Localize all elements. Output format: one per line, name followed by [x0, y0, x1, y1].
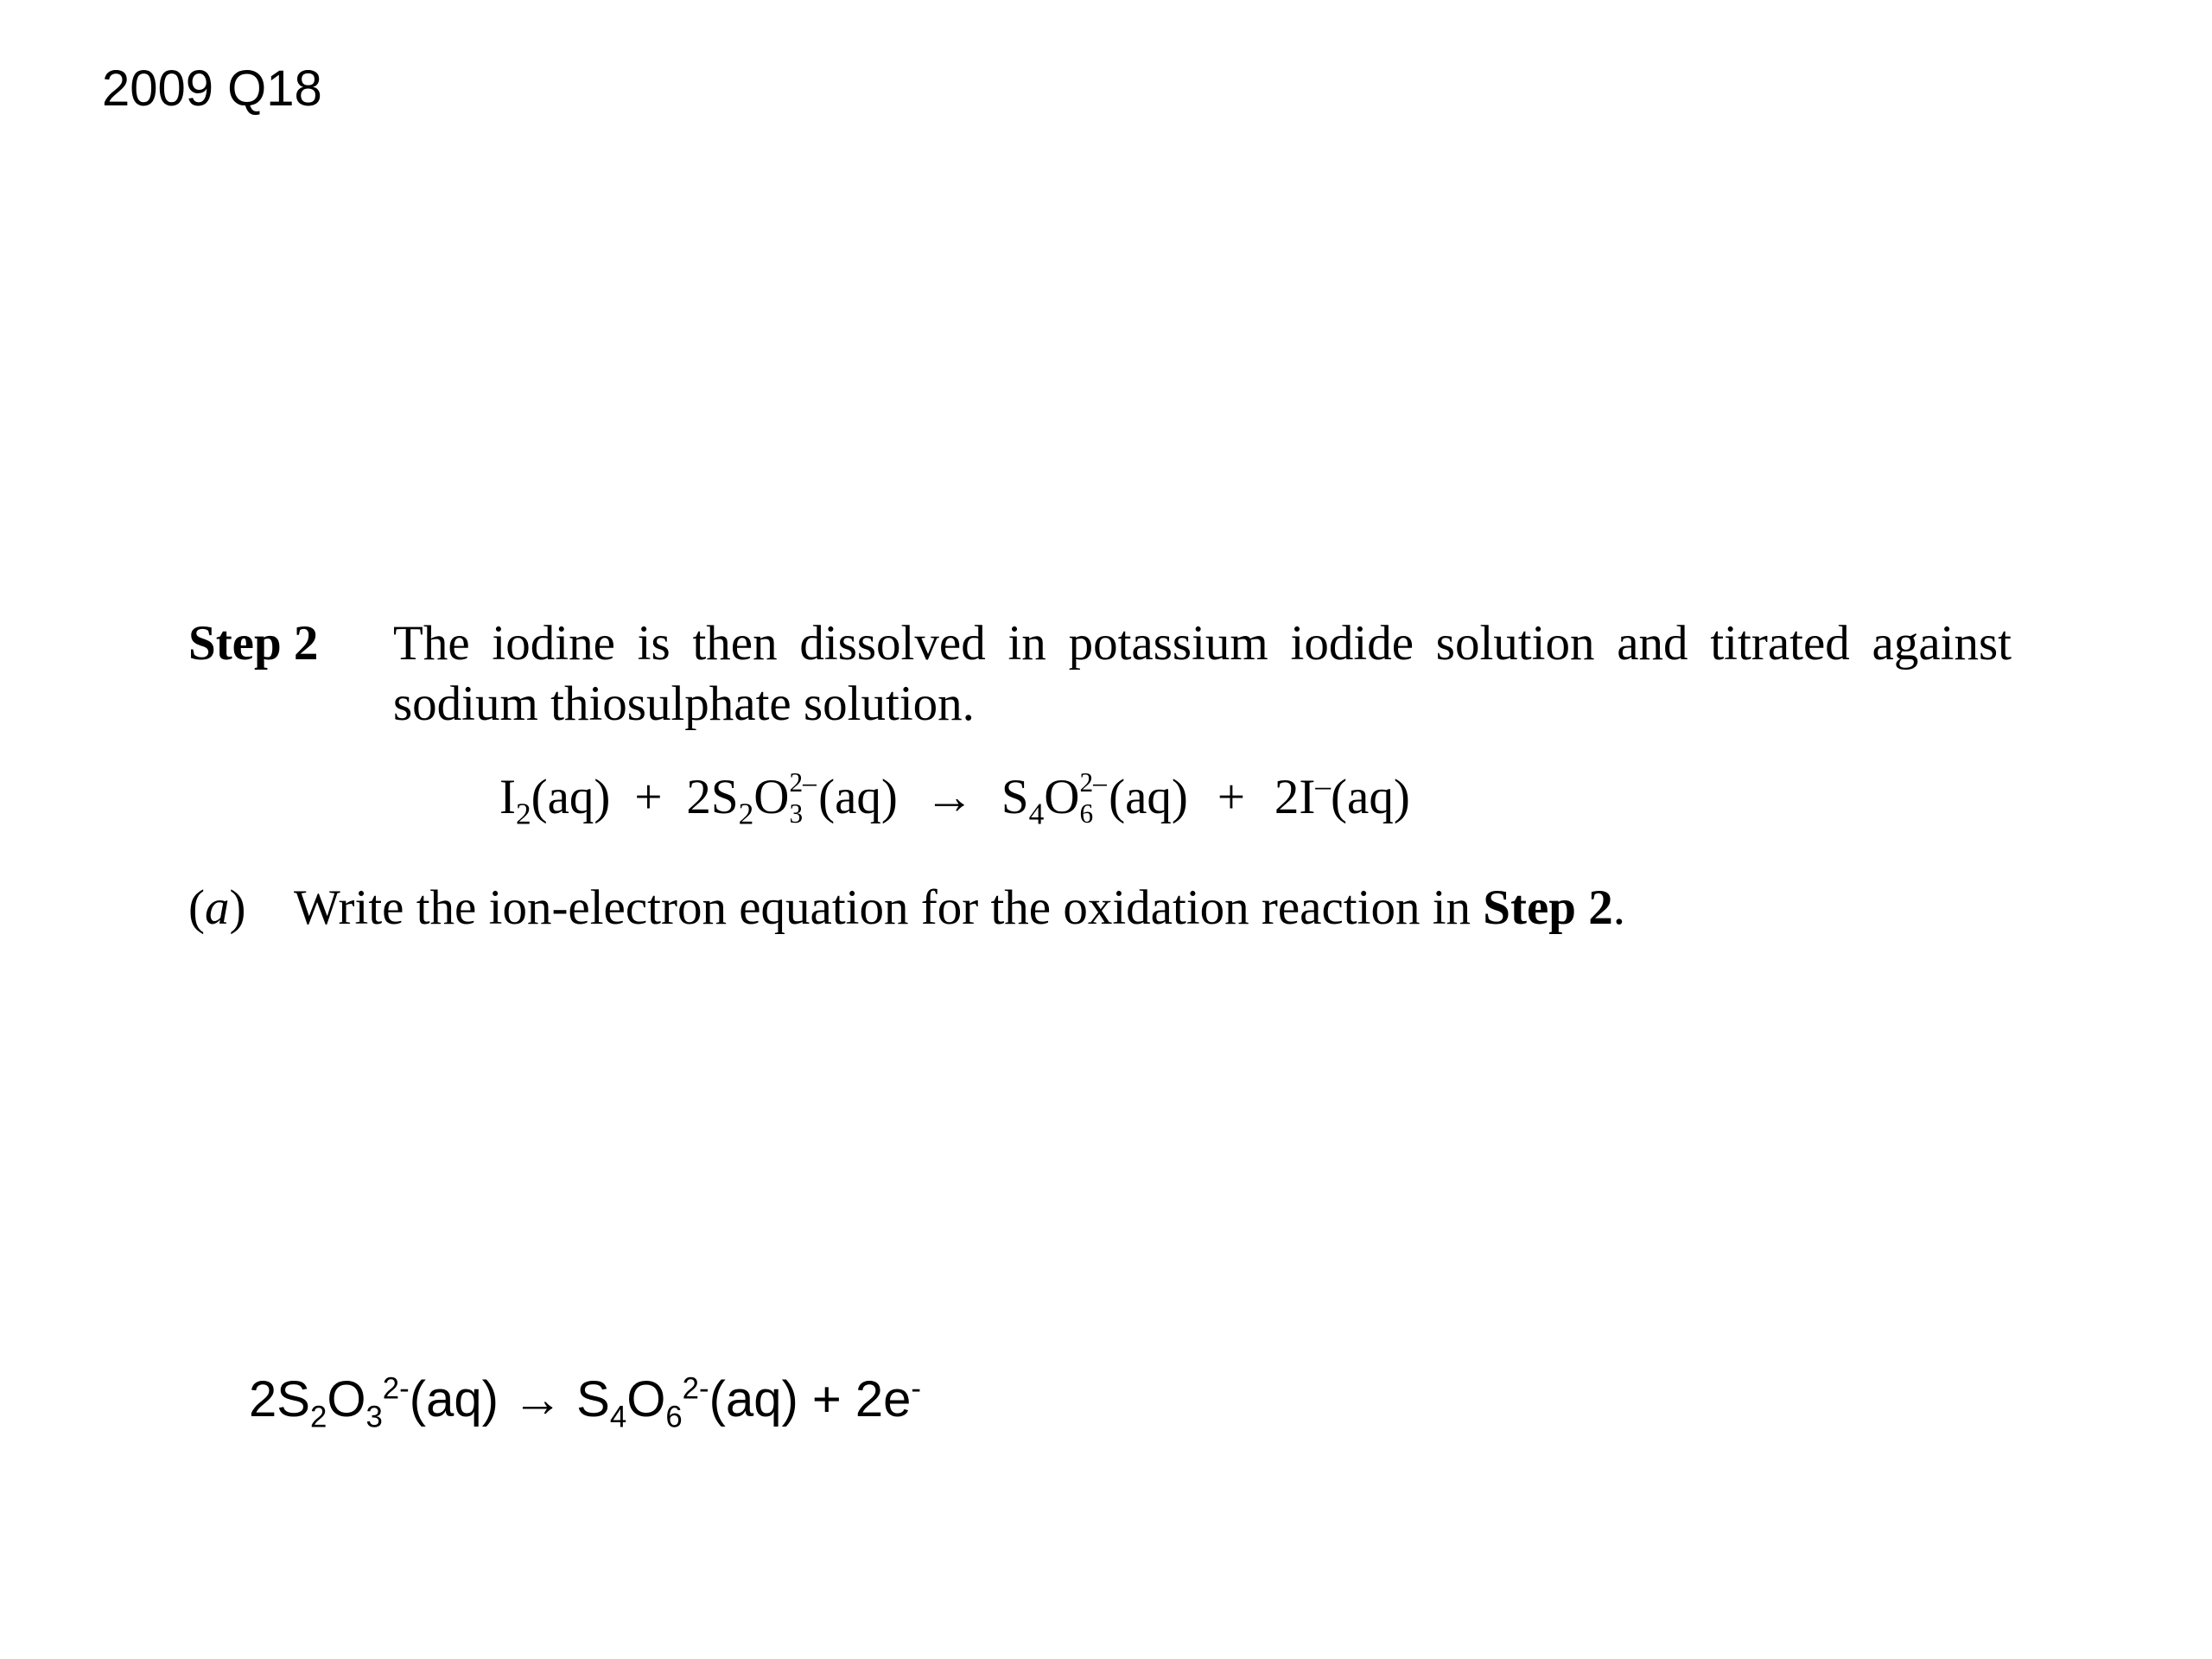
answer-oxygen-2: O — [626, 1371, 666, 1427]
part-label-close: ) — [229, 880, 246, 935]
answer-arrow: → — [512, 1371, 563, 1427]
iodide-symbol: 2I — [1274, 770, 1316, 824]
thiosulphate-sub-2: 3 — [789, 798, 804, 829]
part-a-text — [294, 878, 1625, 938]
answer-sulfur-2: S — [563, 1371, 610, 1427]
tetrathionate-state: (aq) — [1109, 770, 1188, 824]
thiosulphate-state: (aq) — [818, 770, 898, 824]
answer-coef: 2S — [249, 1371, 310, 1427]
answer-charge-1: 2- — [382, 1371, 410, 1406]
answer-sub-2: 3 — [365, 1400, 383, 1434]
tetrathionate-sulfur: S — [1001, 770, 1029, 824]
part-label-open: ( — [188, 880, 205, 935]
plus-sign-2: + — [1217, 770, 1245, 824]
titration-equation — [188, 767, 2020, 835]
iodine-subscript: 2 — [515, 797, 531, 831]
slide-title: 2009 Q18 — [102, 60, 322, 117]
tetrathionate-sub-1: 4 — [1028, 797, 1045, 831]
step-text: The iodine is then dissolved in potassium iodide solution and titrated against sodium thiosulphate solution. — [393, 616, 2012, 731]
equation-term-iodide — [1274, 767, 1410, 828]
equation-term-iodine — [499, 767, 611, 831]
answer-oxygen-1: O — [327, 1371, 366, 1427]
tetrathionate-sub-2: 6 — [1079, 798, 1094, 829]
answer-state-1: (aq) — [409, 1371, 513, 1427]
tetrathionate-stack — [1079, 766, 1107, 835]
part-text-bold: Step 2 — [1483, 880, 1613, 935]
iodine-symbol: I — [499, 770, 516, 824]
part-text-before: Write the ion-electron equation for the oxidation reaction in — [294, 880, 1484, 935]
answer-sub-3: 4 — [609, 1400, 627, 1434]
step-row — [188, 613, 2020, 734]
plus-sign-1: + — [634, 770, 663, 824]
answer-electron-charge: - — [911, 1371, 921, 1406]
thiosulphate-oxygen: O — [753, 770, 790, 824]
part-a-label — [188, 878, 294, 938]
part-a-row — [188, 878, 2020, 938]
thiosulphate-sub-1: 2 — [738, 797, 754, 831]
question-block — [188, 613, 2020, 938]
iodide-charge: – — [1315, 769, 1332, 803]
step-label: Step 2 — [188, 616, 319, 671]
part-label-letter: a — [204, 880, 230, 935]
answer-sub-4: 6 — [665, 1400, 683, 1434]
thiosulphate-charge: 2– — [789, 766, 817, 798]
tetrathionate-oxygen: O — [1044, 770, 1080, 824]
answer-state-2: (aq) + 2e — [709, 1371, 912, 1427]
reaction-arrow: → — [925, 770, 975, 824]
answer-equation — [249, 1370, 921, 1434]
answer-sub-1: 2 — [309, 1400, 327, 1434]
part-text-after: . — [1612, 880, 1625, 935]
answer-charge-2: 2- — [682, 1371, 709, 1406]
iodide-state: (aq) — [1331, 770, 1410, 824]
thiosulphate-coef: 2S — [686, 770, 739, 824]
iodine-state: (aq) — [531, 770, 611, 824]
equation-term-thiosulphate — [686, 767, 897, 835]
equation-term-tetrathionate — [1001, 767, 1188, 835]
tetrathionate-charge: 2– — [1079, 766, 1107, 798]
thiosulphate-stack — [789, 766, 817, 835]
